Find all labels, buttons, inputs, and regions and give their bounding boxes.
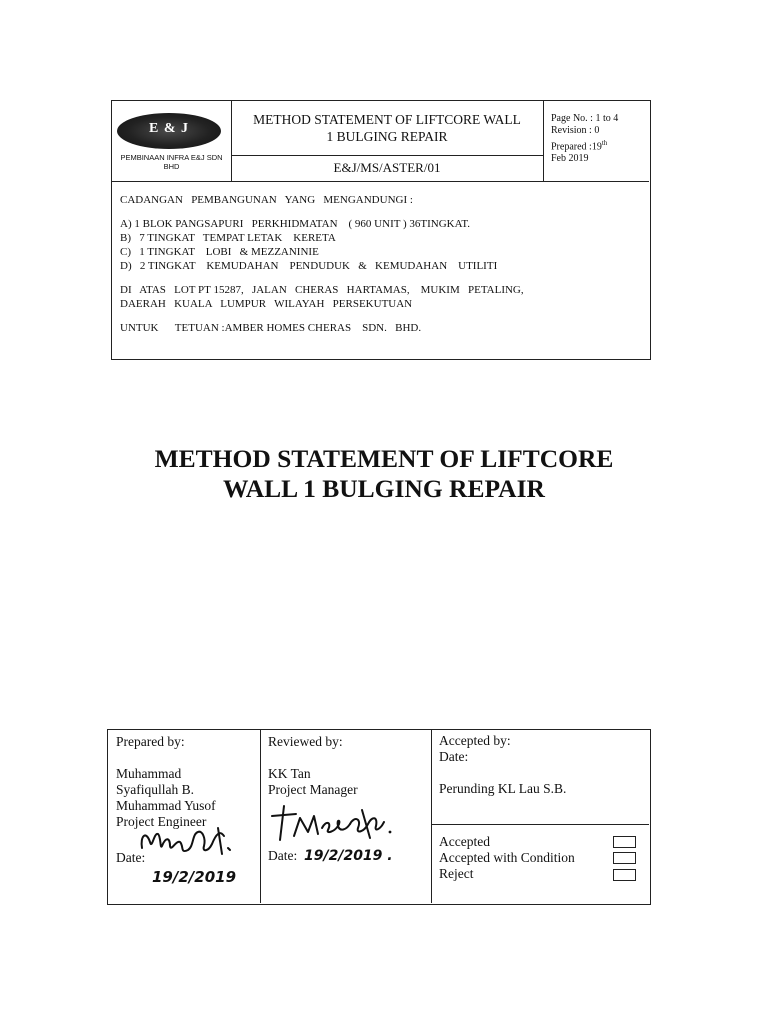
prepared-column xyxy=(108,730,261,903)
prepared-handwritten-date xyxy=(148,864,248,888)
prepared-sup: th xyxy=(601,139,608,147)
option-reject-label: Reject xyxy=(439,866,474,881)
document-code: E&J/MS/ASTER/01 xyxy=(333,160,441,175)
option-accepted-condition-label: Accepted with Condition xyxy=(439,850,575,865)
logo-cell xyxy=(112,101,232,181)
prepared-name-line1: Muhammad xyxy=(116,766,182,781)
main-title xyxy=(0,444,768,504)
prepared-name xyxy=(116,766,216,830)
prepared-date-line2: Feb 2019 xyxy=(551,153,589,165)
project-item-c: C) 1 TINGKAT LOBI & MEZZANINIE xyxy=(120,246,319,258)
header-title-line2: 1 BULGING REPAIR xyxy=(326,129,448,144)
reviewed-signature xyxy=(266,802,426,844)
client-line: UNTUK TETUAN :AMBER HOMES CHERAS SDN. BHD. xyxy=(120,322,422,334)
reviewed-name xyxy=(268,766,358,798)
prepared-date-label: Date: xyxy=(116,850,146,865)
logo-subtitle: PEMBINAAN INFRA E&J SDN BHD xyxy=(120,153,223,171)
reviewed-column xyxy=(260,730,432,903)
page-info xyxy=(551,113,651,165)
reviewed-label: Reviewed by: xyxy=(268,734,343,749)
prepared-name-line2: Syafiqullah B. xyxy=(116,782,194,797)
reviewed-date-text: 19/2/2019 . xyxy=(304,848,393,864)
header-table xyxy=(111,100,651,360)
location-line2: DAERAH KUALA LUMPUR WILAYAH PERSEKUTUAN xyxy=(120,298,413,310)
reject-checkbox[interactable] xyxy=(613,869,636,881)
logo-text: E & J xyxy=(149,121,189,136)
reviewed-role: Project Manager xyxy=(268,782,358,797)
reviewed-handwritten-date xyxy=(304,842,430,868)
project-item-d: D) 2 TINGKAT KEMUDAHAN PENDUDUK & KEMUDAHAN UTILITI xyxy=(120,260,498,272)
location-line1: DI ATAS LOT PT 15287, JALAN CHERAS HARTAMAS, MUKIM PETALING, xyxy=(120,284,524,296)
reviewed-person: KK Tan xyxy=(268,766,311,781)
title-divider xyxy=(231,155,543,156)
accepted-column xyxy=(431,730,649,903)
option-accepted-label: Accepted xyxy=(439,834,490,849)
header-title-line1: METHOD STATEMENT OF LIFTCORE WALL xyxy=(253,112,521,127)
accepting-company: Perunding KL Lau S.B. xyxy=(439,781,567,796)
page-number: Page No. : 1 to 4 xyxy=(551,113,619,124)
acceptance-divider xyxy=(431,824,649,825)
revision: Revision : 0 xyxy=(551,125,600,136)
company-logo xyxy=(117,113,221,149)
accepted-date-label: Date: xyxy=(439,749,469,764)
title-cell xyxy=(231,101,544,181)
accepted-label: Accepted by: xyxy=(439,733,511,748)
accepted-with-condition-checkbox[interactable] xyxy=(613,852,636,864)
prepared-date-line1 xyxy=(551,137,651,153)
prepared-signature xyxy=(136,824,246,864)
prepared-date-text: 19/2/2019 xyxy=(152,868,237,886)
header-top-row xyxy=(112,101,649,182)
page-info-cell xyxy=(543,101,649,181)
signoff-table xyxy=(107,729,651,905)
prepared-name-line3: Muhammad Yusof xyxy=(116,798,216,813)
project-item-a: A) 1 BLOK PANGSAPURI PERKHIDMATAN ( 960 UNIT ) 36TINGKAT. xyxy=(120,218,471,230)
header-title xyxy=(231,111,543,145)
accepted-checkbox[interactable] xyxy=(613,836,636,848)
project-description xyxy=(120,193,640,335)
main-title-line1: METHOD STATEMENT OF LIFTCORE xyxy=(154,444,614,473)
prepared-label: Prepared :19 xyxy=(551,141,602,153)
project-heading: CADANGAN PEMBANGUNAN YANG MENGANDUNGI : xyxy=(120,194,413,206)
project-item-b: B) 7 TINGKAT TEMPAT LETAK KERETA xyxy=(120,232,336,244)
reviewed-date-label: Date: xyxy=(268,848,298,863)
main-title-line2: WALL 1 BULGING REPAIR xyxy=(223,474,545,503)
prepared-label: Prepared by: xyxy=(116,734,185,749)
prepared-role: Project Engineer xyxy=(116,814,207,829)
